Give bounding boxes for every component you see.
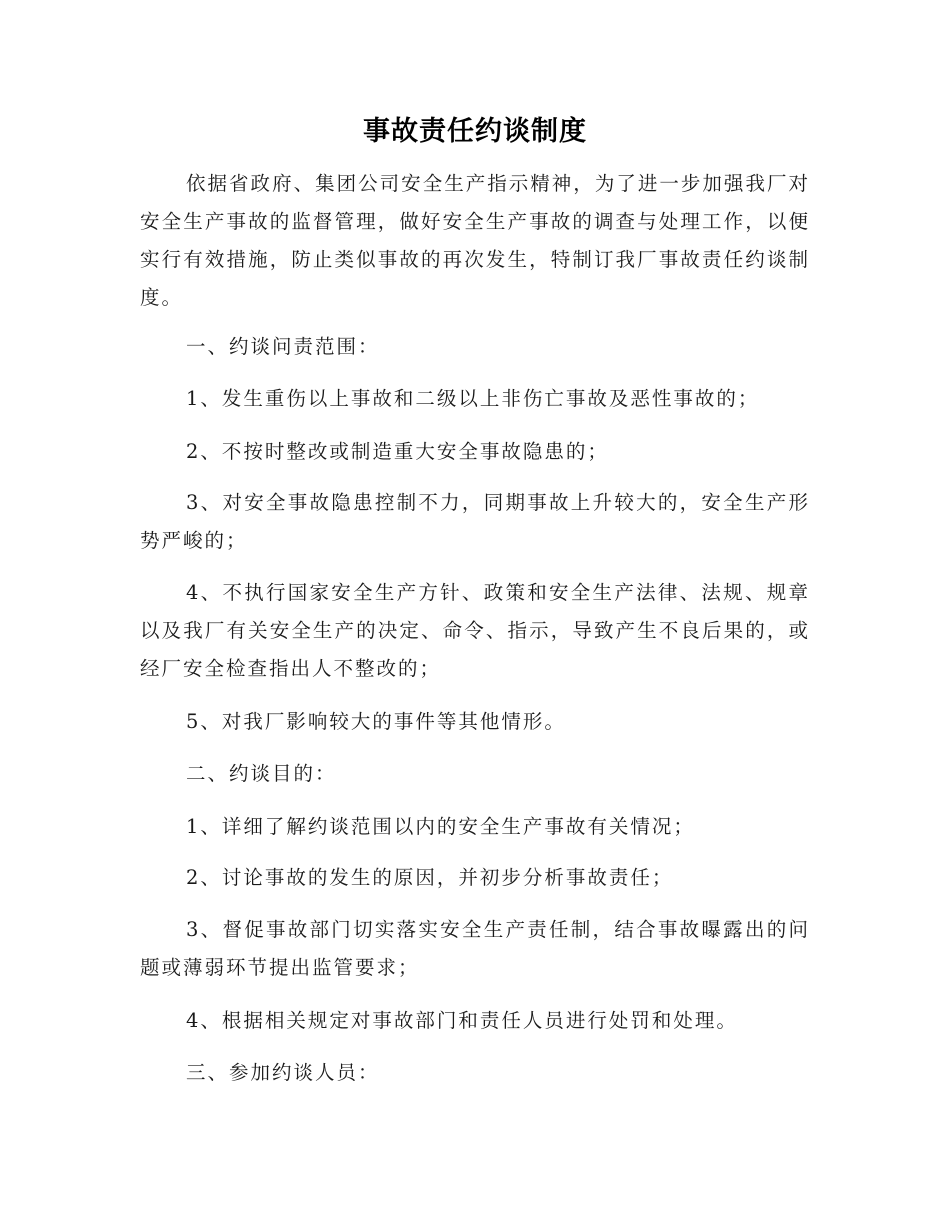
purpose-item-2: 2、讨论事故的发生的原因，并初步分析事故责任； <box>186 866 674 889</box>
purpose-item-3: 3、督促事故部门切实落实安全生产责任制，结合事故曝露出的问题或薄弱环节提出监管要求； <box>140 918 810 979</box>
scope-item-2: 2、不按时整改或制造重大安全事故隐患的； <box>186 440 609 463</box>
section-heading-scope: 一、约谈问责范围： <box>186 335 380 358</box>
intro-paragraph: 依据省政府、集团公司安全生产指示精神，为了进一步加强我厂对安全生产事故的监督管理，做好安全生产事故的调查与处理工作，以便实行有效措施，防止类似事故的再次发生，特制订我厂事故责任约谈制度。 <box>140 172 810 309</box>
section-heading-purpose: 二、约谈目的： <box>186 762 337 785</box>
scope-item-3: 3、对安全事故隐患控制不力，同期事故上升较大的，安全生产形势严峻的； <box>140 491 810 552</box>
scope-item-5: 5、对我厂影响较大的事件等其他情形。 <box>186 710 566 733</box>
purpose-item-4: 4、根据相关规定对事故部门和责任人员进行处罚和处理。 <box>186 1009 738 1032</box>
section-heading-participants: 三、参加约谈人员： <box>186 1061 380 1084</box>
purpose-item-1: 1、详细了解约谈范围以内的安全生产事故有关情况； <box>186 815 695 838</box>
scope-item-4: 4、不执行国家安全生产方针、政策和安全生产法律、法规、规章以及我厂有关安全生产的决定、命令、指示，导致产生不良后果的，或经厂安全检查指出人不整改的； <box>140 581 810 680</box>
scope-item-1: 1、发生重伤以上事故和二级以上非伤亡事故及恶性事故的； <box>186 387 760 410</box>
document-title: 事故责任约谈制度 <box>363 116 587 147</box>
